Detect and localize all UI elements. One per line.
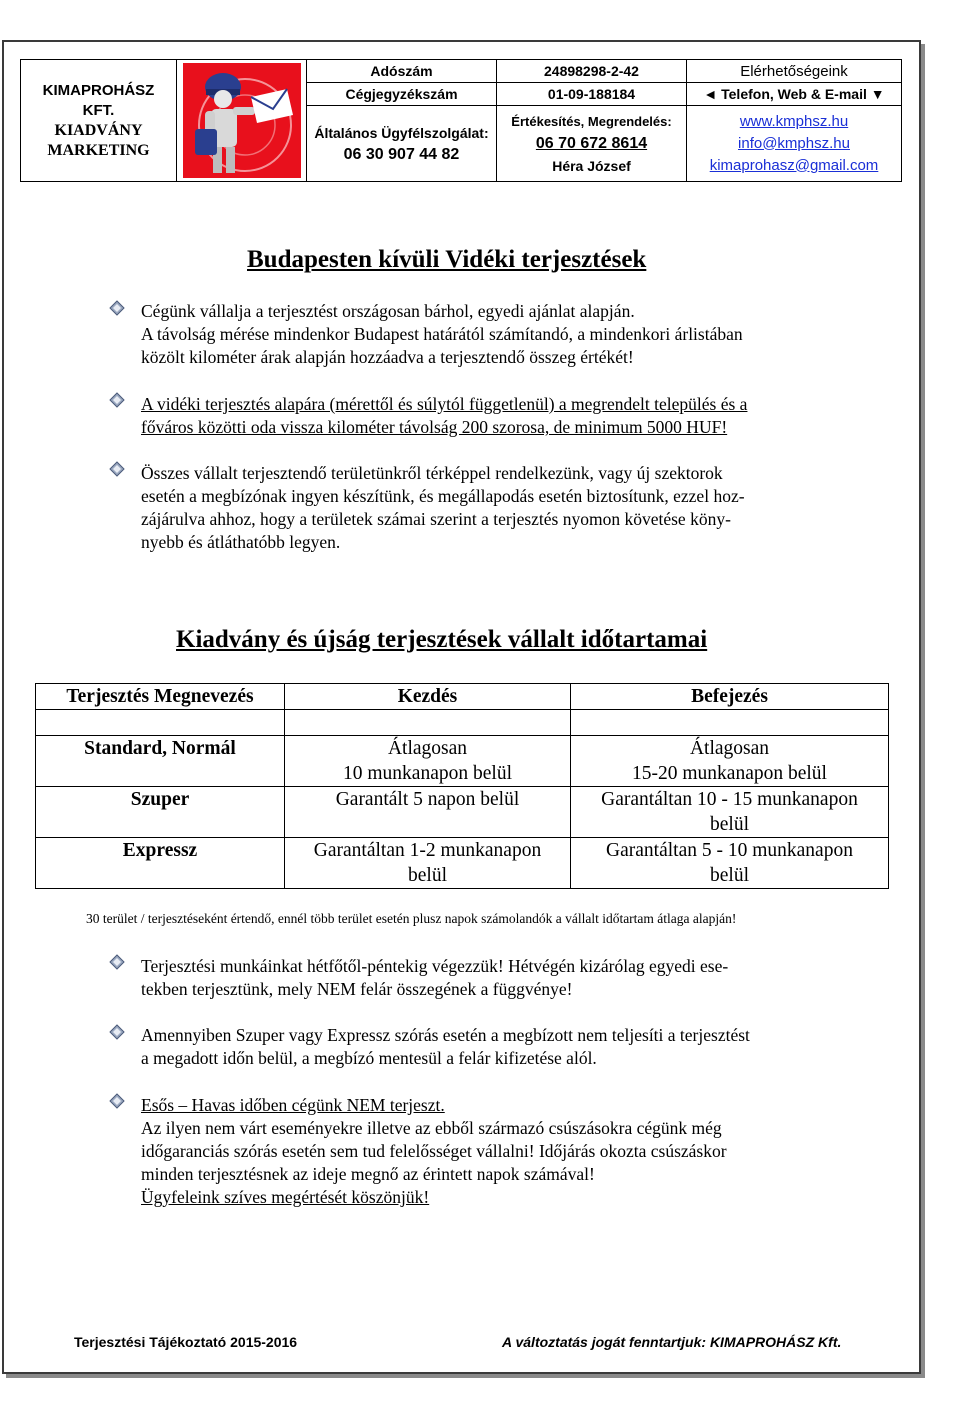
diamond-bullet-icon — [109, 1024, 125, 1040]
diamond-bullet-icon — [109, 300, 125, 316]
paragraph-express-guarantee — [141, 1024, 861, 1070]
diamond-bullet-icon — [109, 1093, 125, 1109]
text-line: főváros közötti oda vissza kilométer távolság 200 szorosa, de minimum 5000 HUF! — [141, 417, 728, 437]
support-cell — [307, 106, 497, 182]
company-tagline-2: MARKETING — [47, 141, 150, 159]
section-title-rural: Budapesten kívüli Vidéki terjesztések — [247, 246, 647, 273]
links-cell — [687, 106, 902, 182]
row-name-standard: Standard, Normál — [36, 736, 285, 787]
contacts-label: Elérhetőségeink — [687, 60, 902, 83]
text-line: Amennyiben Szuper vagy Expressz szórás esetén a megbízott nem teljesíti a terjesztést — [141, 1025, 750, 1045]
duration-table — [35, 683, 889, 889]
text-line: zájárulva ahhoz, hogy a területek számai szerint a terjesztés nyomon követése köny- — [141, 509, 731, 529]
cell-line: 15-20 munkanapon belül — [632, 763, 827, 784]
email-link-1[interactable]: info@kmphsz.hu — [738, 134, 850, 152]
mail-carrier-logo-icon — [183, 63, 301, 178]
reg-value: 01-09-188184 — [497, 83, 687, 106]
row-start-super — [285, 787, 571, 838]
text-line: a megadott időn belül, a megbízó mentesül a felár kifizetése alól. — [141, 1048, 597, 1068]
table-cell — [36, 710, 285, 736]
section-title-durations: Kiadvány és újság terjesztések vállalt időtartamai — [176, 626, 708, 653]
table-header-end: Befejezés — [571, 684, 889, 710]
diamond-bullet-icon — [109, 954, 125, 970]
row-start-standard — [285, 736, 571, 787]
text-line: közölt kilométer árak alapján hozzáadva a terjesztendő összeg értékét! — [141, 347, 634, 367]
row-name-super: Szuper — [36, 787, 285, 838]
paragraph-base-price — [141, 393, 861, 439]
text-line: Ügyfeleink szíves megértését köszönjük! — [141, 1187, 430, 1207]
support-phone: 06 30 907 44 82 — [343, 145, 460, 163]
table-header-name: Terjesztés Megnevezés — [36, 684, 285, 710]
web-link[interactable]: www.kmphsz.hu — [739, 112, 849, 130]
company-name: KIMAPROHÁSZ — [42, 81, 155, 99]
header-table — [20, 59, 902, 182]
text-line: A távolság mérése mindenkor Budapest határától számítandó, a mindenkori árlistában — [141, 324, 743, 344]
cell-line: 10 munkanapon belül — [343, 763, 512, 784]
cell-line: belül — [710, 865, 749, 886]
paragraph-weather — [141, 1094, 861, 1209]
tax-label: Adószám — [307, 60, 497, 83]
company-tagline-1: KIADVÁNY — [54, 121, 143, 139]
sales-cell — [497, 106, 687, 182]
reg-label: Cégjegyzékszám — [307, 83, 497, 106]
text-line: Cégünk vállalja a terjesztést országosan bárhol, egyedi ajánlat alapján. — [141, 301, 635, 321]
table-cell — [285, 710, 571, 736]
text-line: tekben terjesztünk, mely NEM felár összegének a függvénye! — [141, 979, 573, 999]
paragraph-maps — [141, 462, 861, 554]
tax-value: 24898298-2-42 — [497, 60, 687, 83]
text-line: esetén a megbízónak ingyen készítünk, és megállapodás esetén biztosítunk, ezzel hoz- — [141, 486, 745, 506]
paragraph-workdays — [141, 955, 861, 1001]
row-end-express — [571, 838, 889, 889]
row-end-standard — [571, 736, 889, 787]
contacts-sub: ◄ Telefon, Web & E-mail ▼ — [687, 83, 902, 106]
diamond-bullet-icon — [109, 392, 125, 408]
row-start-express — [285, 838, 571, 889]
text-line: Terjesztési munkáinkat hétfőtől-péntekig végezzük! Hétvégén kizárólag egyedi ese- — [141, 956, 729, 976]
cell-line: Garantált 5 napon belül — [335, 789, 520, 810]
table-row — [36, 838, 889, 889]
company-suffix: KFT. — [82, 101, 115, 119]
table-row — [36, 787, 889, 838]
cell-line: Átlagosan — [689, 738, 770, 759]
footer-rights: A változtatás jogát fenntartjuk: KIMAPROHÁSZ Kft. — [502, 1334, 842, 1350]
table-row — [36, 736, 889, 787]
diamond-bullet-icon — [109, 461, 125, 477]
footer-title: Terjesztési Tájékoztató 2015-2016 — [74, 1334, 298, 1350]
sales-phone[interactable]: 06 70 672 8614 — [535, 134, 648, 152]
text-line: Esős – Havas időben cégünk NEM terjeszt. — [141, 1095, 445, 1115]
table-header-start: Kezdés — [285, 684, 571, 710]
row-end-super — [571, 787, 889, 838]
text-line: nyebb és átláthatóbb legyen. — [141, 532, 341, 552]
text-line: Összes vállalt terjesztendő területünkről térképpel rendelkezünk, vagy új szektorok — [141, 463, 723, 483]
cell-line: belül — [710, 814, 749, 835]
sales-label: Értékesítés, Megrendelés: — [511, 113, 672, 129]
company-name-cell — [21, 60, 177, 182]
text-line: minden terjesztésnek az ideje megnő az érintett napok számával! — [141, 1164, 595, 1184]
table-footnote: 30 terület / terjesztéseként értendő, ennél több terület esetén plusz napok számolandók a vállalt időtartam átlaga alapján! — [86, 911, 737, 926]
cell-line: Átlagosan — [387, 738, 468, 759]
row-name-express: Expressz — [36, 838, 285, 889]
cell-line: Garantáltan 10 - 15 munkanapon — [601, 789, 858, 810]
cell-line: belül — [408, 865, 447, 886]
text-line: időgaranciás szórás esetén sem tud felelősséget vállalni! Időjárás okozta csúszáskor — [141, 1141, 727, 1161]
table-cell — [571, 710, 889, 736]
paragraph-nationwide — [141, 300, 861, 369]
text-line: A vidéki terjesztés alapára (mérettől és súlytól függetlenül) a megrendelt település és a — [141, 394, 748, 414]
sales-name: Héra József — [552, 157, 631, 174]
logo-cell — [177, 60, 307, 182]
text-line: Az ilyen nem várt eseményekre illetve az ebből származó csúszásokra cégünk még — [141, 1118, 722, 1138]
support-label: Általános Ügyfélszolgálat: — [314, 124, 489, 141]
cell-line: Garantáltan 5 - 10 munkanapon — [606, 840, 853, 861]
cell-line: Garantáltan 1-2 munkanapon — [313, 840, 542, 861]
table-spacer-row — [36, 710, 889, 736]
email-link-2[interactable]: kimaprohasz@gmail.com — [709, 156, 879, 174]
